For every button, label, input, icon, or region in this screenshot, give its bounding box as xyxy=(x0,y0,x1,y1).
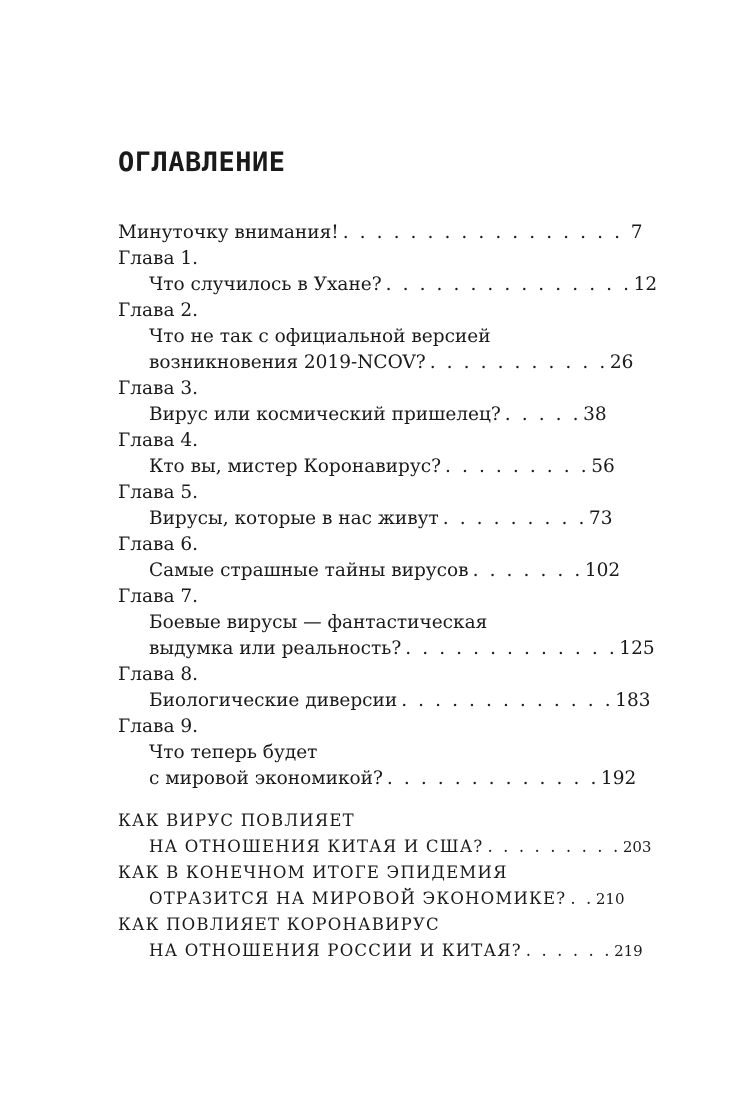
leader-dots: . . . . . . . . . . . . . xyxy=(386,768,599,789)
chapter-heading-2: Глава 2. xyxy=(118,300,199,321)
leader-dots: . . . . . . . . . . . . . . . . . xyxy=(342,222,623,243)
toc-entry-ch2 xyxy=(149,350,634,376)
chapter-heading-7: Глава 7. xyxy=(118,586,199,607)
page-number: 7 xyxy=(630,222,643,243)
toc-entry-ch3 xyxy=(149,402,607,428)
page-number: 183 xyxy=(615,690,651,711)
page-number: 210 xyxy=(595,890,625,908)
leader-dots: . . . . . . . xyxy=(472,560,583,581)
entry-label: НА ОТНОШЕНИЯ КИТАЯ И США? xyxy=(149,837,484,856)
leader-dots: . . . . . . . . . xyxy=(487,837,621,856)
leader-dots: . . . . . . . . . xyxy=(442,508,587,529)
chapter-heading-1: Глава 1. xyxy=(118,248,199,269)
entry-label: Биологические диверсии xyxy=(149,690,398,711)
entry-label: с мировой экономикой? xyxy=(149,768,383,789)
chapter-heading-5: Глава 5. xyxy=(118,482,199,503)
entry-label: Кто вы, мистер Коронавирус? xyxy=(149,456,442,477)
leader-dots: . . . . . . xyxy=(525,941,613,960)
toc-entry-ch5 xyxy=(149,506,613,532)
page-number: 125 xyxy=(619,638,655,659)
leader-dots: . . . . . . . . . xyxy=(445,456,590,477)
page-number: 26 xyxy=(609,352,634,373)
toc-title: ОГЛАВЛЕНИЕ xyxy=(118,147,286,178)
leader-dots: . . . . . . . . . . . xyxy=(429,352,608,373)
toc-entry-ch8 xyxy=(149,688,651,714)
entry-label: возникновения 2019-NCOV? xyxy=(149,352,426,373)
toc-entry-ch4 xyxy=(149,454,615,480)
page-number: 192 xyxy=(600,768,637,789)
entry-label-line1: Что не так с официальной версией xyxy=(149,326,491,347)
leader-dots: . . . . . . . . . . . . . . . xyxy=(385,274,632,295)
leader-dots: . . . . . . . . . . . . . xyxy=(401,690,614,711)
chapter-heading-9: Глава 9. xyxy=(118,716,199,737)
entry-label-line1: Боевые вирусы — фантастическая xyxy=(149,612,488,633)
entry-label-line1: КАК ПОВЛИЯЕТ КОРОНАВИРУС xyxy=(118,915,440,934)
chapter-heading-6: Глава 6. xyxy=(118,534,199,555)
chapter-heading-3: Глава 3. xyxy=(118,378,199,399)
toc-entry-ch1 xyxy=(149,272,658,298)
entry-label: НА ОТНОШЕНИЯ РОССИИ И КИТАЯ? xyxy=(149,941,522,960)
entry-label: выдумка или реальность? xyxy=(149,638,402,659)
page-number: 102 xyxy=(584,560,621,581)
page-number: 203 xyxy=(622,838,652,856)
entry-label: Что случилось в Ухане? xyxy=(149,274,382,295)
page-number: 38 xyxy=(583,404,607,425)
entry-label: Минуточку внимания! xyxy=(118,222,339,243)
toc-entry-ch9 xyxy=(149,766,637,792)
page-number: 56 xyxy=(591,456,615,477)
leader-dots: . . xyxy=(570,889,594,908)
toc-entry-intro xyxy=(118,220,643,246)
page-number: 219 xyxy=(614,942,643,960)
chapter-heading-8: Глава 8. xyxy=(118,664,199,685)
toc-entry-extra-1 xyxy=(149,834,652,860)
page-number: 73 xyxy=(588,508,613,529)
toc-entry-ch7 xyxy=(149,636,655,662)
page-number: 12 xyxy=(633,274,658,295)
entry-label-line1: Что теперь будет xyxy=(149,742,318,763)
entry-label: ОТРАЗИТСЯ НА МИРОВОЙ ЭКОНОМИКЕ? xyxy=(149,889,567,908)
entry-label-line1: КАК В КОНЕЧНОМ ИТОГЕ ЭПИДЕМИЯ xyxy=(118,863,508,882)
chapter-heading-4: Глава 4. xyxy=(118,430,199,451)
entry-label: Вирусы, которые в нас живут xyxy=(149,508,439,529)
entry-label: Самые страшные тайны вирусов xyxy=(149,560,469,581)
leader-dots: . . . . . xyxy=(504,404,582,425)
toc-entry-extra-3 xyxy=(149,938,643,964)
leader-dots: . . . . . . . . . . . . . xyxy=(405,638,618,659)
toc-entry-ch6 xyxy=(149,558,621,584)
entry-label: Вирус или космический пришелец? xyxy=(149,404,501,425)
entry-label-line1: КАК ВИРУС ПОВЛИЯЕТ xyxy=(118,811,355,830)
toc-entry-extra-2 xyxy=(149,886,625,912)
